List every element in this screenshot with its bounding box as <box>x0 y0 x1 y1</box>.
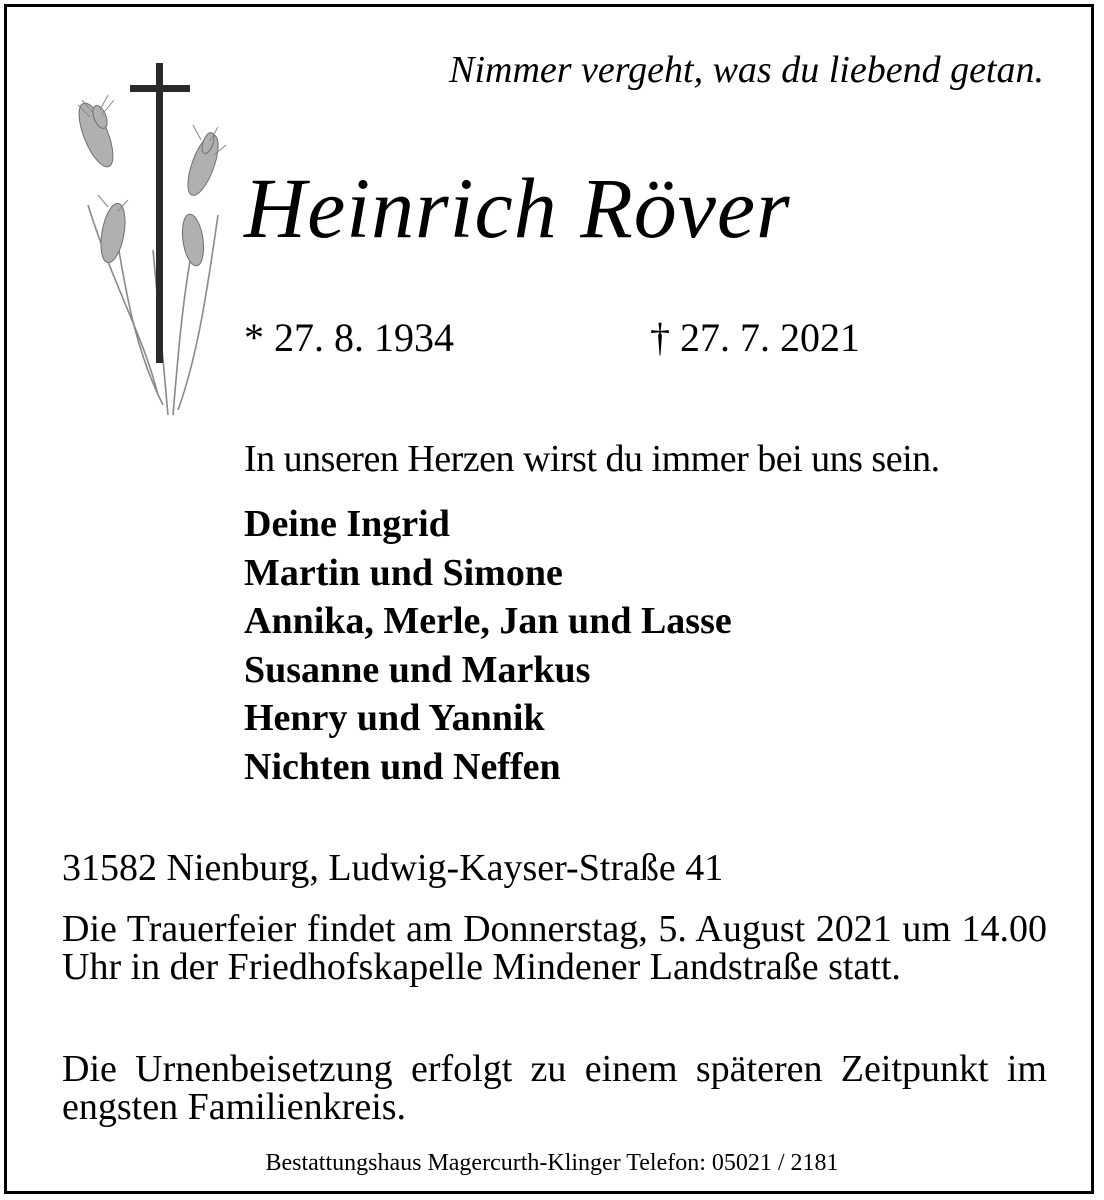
funeral-home-footer: Bestattungshaus Magercurth-Klinger Telefon: 05021 / 2181 <box>265 1150 839 1176</box>
mourner: Deine Ingrid <box>244 503 450 545</box>
death-date: † 27. 7. 2021 <box>650 315 860 360</box>
funeral-service-notice: Die Trauerfeier findet am Donnerstag, 5. August 2021 um 14.00 Uhr in der Friedhofskapelle Mindener Landstraße statt. <box>62 908 1047 988</box>
cross-with-wheat-icon <box>58 55 233 430</box>
mourner: Martin und Simone <box>244 551 563 594</box>
mourner: Susanne und Markus <box>244 648 591 691</box>
motto: Nimmer vergeht, was du liebend getan. <box>449 49 1044 91</box>
mourner: Nichten und Neffen <box>244 745 561 788</box>
mourner: Henry und Yannik <box>244 697 545 739</box>
family-address: 31582 Nienburg, Ludwig-Kayser-Straße 41 <box>62 847 724 889</box>
mourner: Annika, Merle, Jan und Lasse <box>244 600 732 642</box>
urn-burial-notice: Die Urnenbeisetzung erfolgt zu einem späteren Zeitpunkt im engsten Familienkreis. <box>62 1048 1047 1128</box>
birth-date: * 27. 8. 1934 <box>244 315 454 360</box>
memorial-verse: In unseren Herzen wirst du immer bei uns sein. <box>244 438 940 480</box>
deceased-name: Heinrich Röver <box>244 160 791 256</box>
mourners-list <box>244 500 732 791</box>
